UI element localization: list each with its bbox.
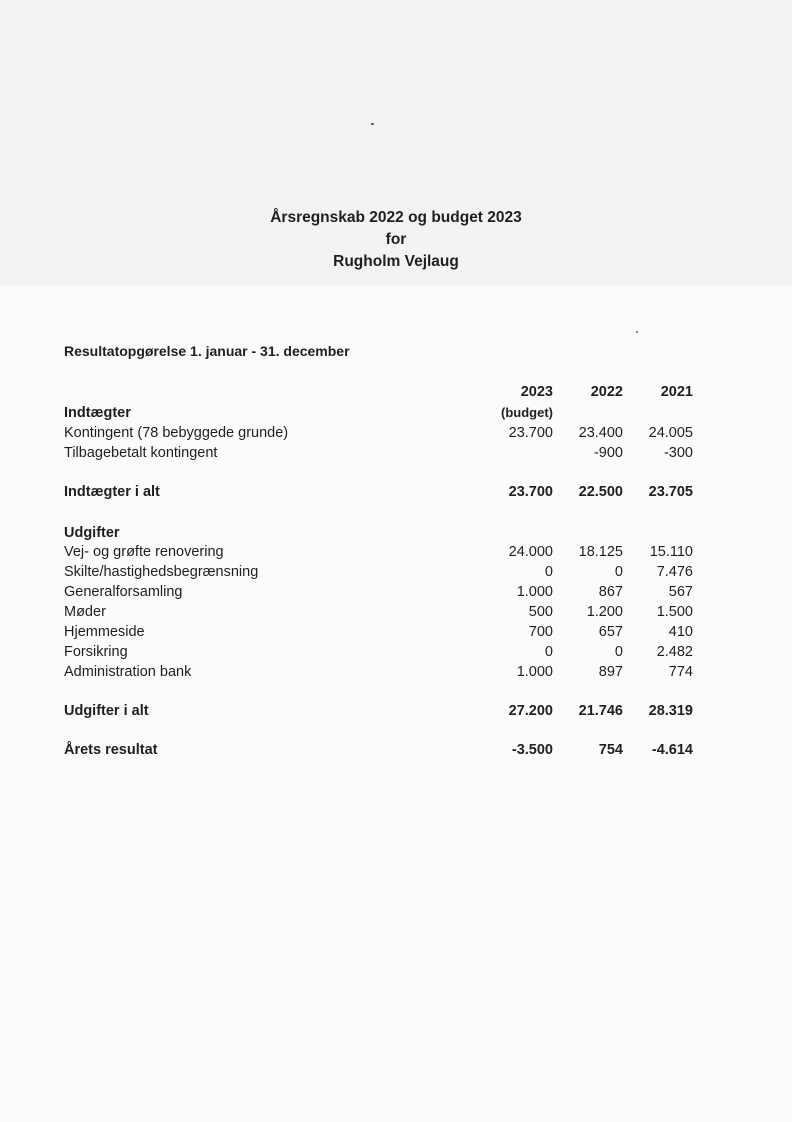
income-heading-row [64,403,704,423]
title-line-2: for [385,231,407,248]
table-row [64,622,704,642]
income-total-row [64,482,704,502]
column-header-2023: 2023 [520,384,553,400]
value-2023: 0 [544,564,553,580]
value-2021: -300 [663,445,693,461]
value-2021: 410 [668,624,693,640]
value-2021: 774 [668,664,693,680]
row-label: Kontingent (78 bebyggede grunde) [64,425,289,441]
table-row [64,542,704,562]
row-label: Indtægter i alt [64,484,160,500]
value-2022: 754 [598,742,623,758]
value-2023: 1.000 [516,584,553,600]
budget-subheader: (budget) [501,405,553,420]
value-2021: 2.482 [656,644,693,660]
value-2021: 567 [668,584,693,600]
table-row [64,662,704,682]
value-2021: 23.705 [648,484,693,500]
row-label: Tilbagebetalt kontingent [64,445,218,461]
column-header-row [64,382,704,402]
row-label: Udgifter i alt [64,703,149,719]
title-line-3: Rugholm Vejlaug [333,253,459,270]
value-2023: 27.200 [508,703,553,719]
table-row [64,562,704,582]
value-2022: 22.500 [578,484,623,500]
result-row [64,740,704,760]
row-label: Administration bank [64,664,192,680]
row-label: Forsikring [64,644,128,660]
row-label: Årets resultat [64,742,158,758]
row-label: Møder [64,604,106,620]
value-2022: 21.746 [578,703,623,719]
value-2021: 15.110 [649,544,693,560]
title-line-1: Årsregnskab 2022 og budget 2023 [270,209,522,226]
value-2022: -900 [593,445,623,461]
value-2022: 0 [614,564,623,580]
value-2021: 1.500 [656,604,693,620]
expenses-heading: Udgifter [64,525,120,541]
table-row [64,642,704,662]
row-label: Vej- og grøfte renovering [64,544,224,560]
column-header-2022: 2022 [590,384,623,400]
value-2022: 867 [598,584,623,600]
value-2023: -3.500 [511,742,553,758]
table-row [64,602,704,622]
value-2022: 18.125 [578,544,623,560]
income-heading: Indtægter [64,405,131,421]
value-2023: 0 [544,644,553,660]
column-header-2021: 2021 [660,384,693,400]
value-2021: 24.005 [648,425,693,441]
table-row [64,582,704,602]
value-2023: 500 [528,604,553,620]
value-2023: 23.700 [508,425,553,441]
value-2022: 1.200 [586,604,623,620]
scan-speck [371,123,374,125]
value-2022: 897 [598,664,623,680]
document-title [0,207,792,273]
expenses-heading-row [64,523,704,543]
value-2023: 23.700 [508,484,553,500]
row-label: Hjemmeside [64,624,145,640]
section-title: Resultatopgørelse 1. januar - 31. december [64,343,350,359]
expenses-total-row [64,701,704,721]
value-2021: 28.319 [648,703,693,719]
table-row [64,423,704,443]
table-row [64,443,704,463]
row-label: Generalforsamling [64,584,183,600]
value-2023: 1.000 [516,664,553,680]
value-2023: 24.000 [508,544,553,560]
scan-speck [636,331,638,333]
value-2022: 657 [598,624,623,640]
value-2021: 7.476 [656,564,693,580]
value-2021: -4.614 [651,742,693,758]
value-2023: 700 [528,624,553,640]
value-2022: 23.400 [578,425,623,441]
value-2022: 0 [614,644,623,660]
row-label: Skilte/hastighedsbegrænsning [64,564,259,580]
